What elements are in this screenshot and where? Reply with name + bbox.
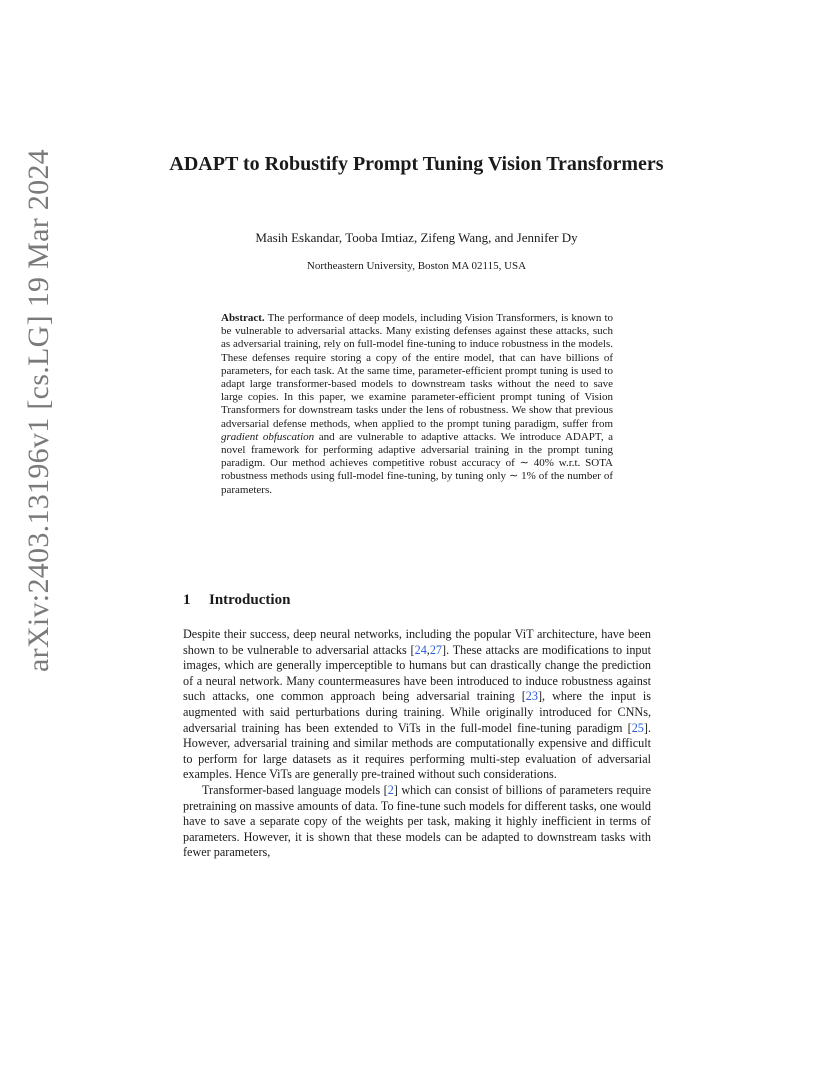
introduction-body bbox=[183, 627, 651, 861]
author-list: Masih Eskandar, Tooba Imtiaz, Zifeng Wang, and Jennifer Dy bbox=[255, 230, 578, 245]
paragraph-1 bbox=[183, 627, 651, 783]
section-title: Introduction bbox=[209, 592, 291, 608]
paragraph-text: Despite their success, deep neural networks, including the popular ViT architecture, have been shown to be vulnerable to adversarial attacks [ bbox=[183, 627, 651, 657]
citation-link[interactable]: 25 bbox=[631, 720, 644, 735]
citation-link[interactable]: 24 bbox=[414, 642, 427, 657]
paragraph-2 bbox=[183, 783, 651, 861]
citation-link[interactable]: 27 bbox=[429, 642, 443, 657]
paragraph-text: ]. However, adversarial training and similar methods are computationally expensive and difficult to perform for large datasets as it requires performing multi-step evaluation of adversarial examples. Hence ViTs are generally pre-trained without such considerations. bbox=[183, 720, 651, 782]
paper-title: ADAPT to Robustify Prompt Tuning Vision Transformers bbox=[169, 153, 664, 175]
abstract-label: Abstract. bbox=[221, 312, 265, 324]
arxiv-identifier-stamp: arXiv:2403.13196v1 [cs.LG] 19 Mar 2024 bbox=[22, 149, 55, 672]
paragraph-text: ], where the input is augmented with said perturbations during training. While originally introduced for CNNs, adversarial training has been extended to ViTs in the full-model fine-tuning paradigm [ bbox=[183, 689, 651, 735]
citation-link[interactable]: 2 bbox=[387, 782, 394, 797]
paragraph-text: ]. These attacks are modifications to input images, which are generally imperceptible to humans but can drastically change the prediction of a neural network. Many countermeasures have been introduced to induce robustness against such attacks, one common approach being adversarial training [ bbox=[183, 642, 651, 704]
abstract-text-part2: and are vulnerable to adaptive attacks. We introduce ADAPT, a novel framework for performing adaptive adversarial training in the prompt tuning paradigm. Our method achieves competitive robust accuracy of ∼ 40% w.r.t. SOTA robustness methods using full-model fine-tuning, by tuning only ∼ 1% of the number of parameters. bbox=[221, 430, 613, 496]
paragraph-text: ] which can consist of billions of parameters require pretraining on massive amounts of data. To fine-tune such models for different tasks, one would have to save a separate copy of the weights per task, making it highly inefficient in terms of parameters. However, it is shown that these models can be adapted to downstream tasks with fewer parameters, bbox=[183, 782, 651, 860]
abstract-emphasis: gradient obfuscation bbox=[221, 430, 315, 443]
author-affiliation: Northeastern University, Boston MA 02115, USA bbox=[306, 260, 527, 272]
paragraph-text: , bbox=[426, 642, 430, 657]
citation-link[interactable]: 23 bbox=[525, 689, 538, 704]
abstract-text-part1: The performance of deep models, including Vision Transformers, is known to be vulnerable to adversarial attacks. Many existing defenses against these attacks, such as adversarial training, rely on full-model fine-tuning to induce robustness in the models. These defenses require storing a copy of the entire model, that can have billions of parameters, for each task. At the same time, parameter-efficient prompt tuning is used to adapt large transformer-based models to downstream tasks without the need to save large copies. In this paper, we examine parameter-efficient prompt tuning of Vision Transformers for downstream tasks under the lens of robustness. We show that previous adversarial defense methods, when applied to the prompt tuning paradigm, suffer from bbox=[221, 312, 613, 430]
section-number: 1 bbox=[183, 592, 191, 608]
abstract bbox=[221, 312, 613, 497]
paragraph-text: Transformer-based language models [ bbox=[202, 782, 388, 797]
section-heading-introduction bbox=[183, 592, 290, 609]
